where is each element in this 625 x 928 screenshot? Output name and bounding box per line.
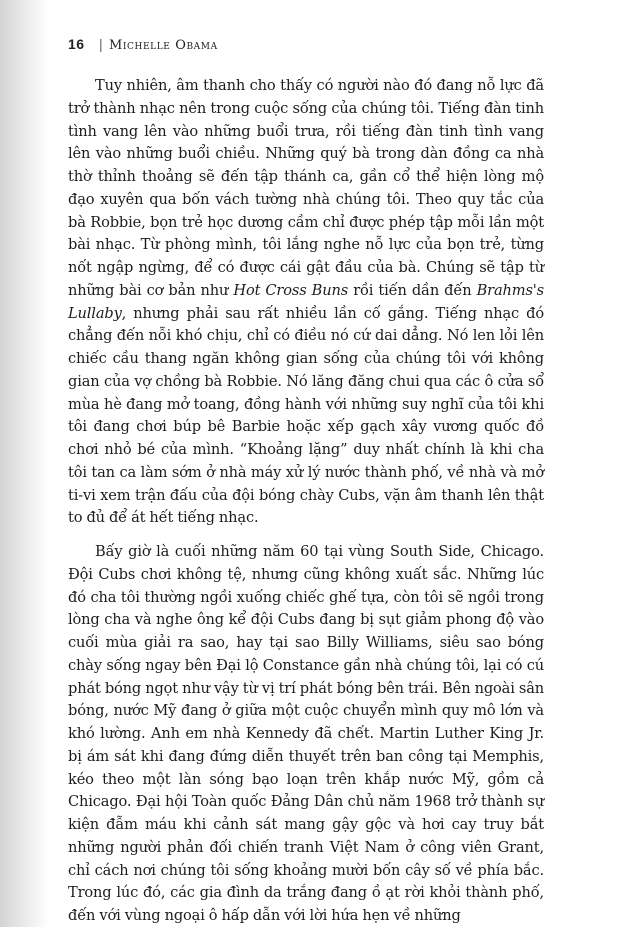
page-number: 16	[68, 36, 85, 52]
song-title-hot-cross-buns: Hot Cross Buns	[233, 281, 349, 299]
running-header	[68, 36, 544, 53]
book-author-header: Michelle Obama	[108, 38, 218, 53]
paragraph-1-text-a: Tuy nhiên, âm thanh cho thấy có người nào đó đang nỗ lực đã trở thành nhạc nên trong cuộc sống của chúng tôi. Tiếng đàn tinh tình vang lên vào những buổi trưa, rồi tiếng đàn tinh tình vang lên vào những buổi chiều. Những quý bà trong dàn đồng ca nhà thờ thỉnh thoảng sẽ đến tập thánh ca, gần cổ thể hiện lòng mộ đạo xuyên qua bốn vách tường nhà chúng tôi. Theo quy tắc của bà Robbie, bọn trẻ học dương cầm chỉ được phép tập mỗi lần một bài nhạc. Từ phòng mình, tôi lắng nghe nỗ lực của bọn trẻ, từng nốt ngập ngừng, để có được cái gật đầu của bà. Chúng sẽ tập từ những bài cơ bản như	[68, 77, 544, 299]
page-gutter-shadow	[0, 0, 48, 927]
paragraph-1-text-b: rồi tiến dần đến	[348, 281, 477, 299]
header-separator: |	[98, 38, 103, 53]
book-page	[68, 36, 544, 928]
body-text	[68, 75, 544, 928]
paragraph-2: Bấy giờ là cuối những năm 60 tại vùng South Side, Chicago. Đội Cubs chơi không tệ, nhưng cũng không xuất sắc. Những lúc đó cha tôi thường ngồi xuống chiếc ghế tựa, còn tôi sẽ ngồi trong lòng cha và nghe ông kể đội Cubs đang bị sụt giảm phong độ vào cuối mùa giải ra sao, hay tại sao Billy Williams, siêu sao bóng chày sống ngay bên Đại lộ Constance gần nhà chúng tôi, lại có cú phát bóng ngọt như vậy từ vị trí phát bóng bên trái. Bên ngoài sân bóng, nước Mỹ đang ở giữa một cuộc chuyển mình quy mô lớn và khó lường. Anh em nhà Kennedy đã chết. Martin Luther King Jr. bị ám sát khi đang đứng diễn thuyết trên ban công tại Memphis, kéo theo một làn sóng bạo loạn trên khắp nước Mỹ, gồm cả Chicago. Đại hội Toàn quốc Đảng Dân chủ năm 1968 trở thành sự kiện đẫm máu khi cảnh sát mang gậy gộc và hơi cay truy bắt những người phản đối chiến tranh Việt Nam ở công viên Grant, chỉ cách nơi chúng tôi sống khoảng mười bốn cây số về phía bắc. Trong lúc đó, các gia đình da trắng đang ồ ạt rời khỏi thành phố, đến với vùng ngoại ô hấp dẫn với lời hứa hẹn về những	[68, 543, 544, 924]
song-title-brahms-lullaby: Brahms's Lullaby	[68, 281, 544, 322]
paragraph-1-text-c: , nhưng phải sau rất nhiều lần cố gắng. Tiếng nhạc đó chẳng đến nỗi khó chịu, chỉ có điều nó cứ dai dẳng. Nó len lỏi lên chiếc cầu thang ngăn không gian sống của chúng tôi với không gian của vợ chồng bà Robbie. Nó lăng đăng chui qua các ô cửa sổ mùa hè đang mở toang, đồng hành với những suy nghĩ của tôi khi tôi đang chơi búp bê Barbie hoặc xếp gạch xây vương quốc đồ chơi nhỏ bé của mình. “Khoảng lặng” duy nhất chính là khi cha tôi tan ca làm sớm ở nhà máy xử lý nước thành phố, về nhà và mở ti-vi xem trận đấu của đội bóng chày Cubs, vặn âm thanh lên thật to đủ để át hết tiếng nhạc.	[68, 304, 544, 527]
paragraph-1	[68, 75, 544, 530]
